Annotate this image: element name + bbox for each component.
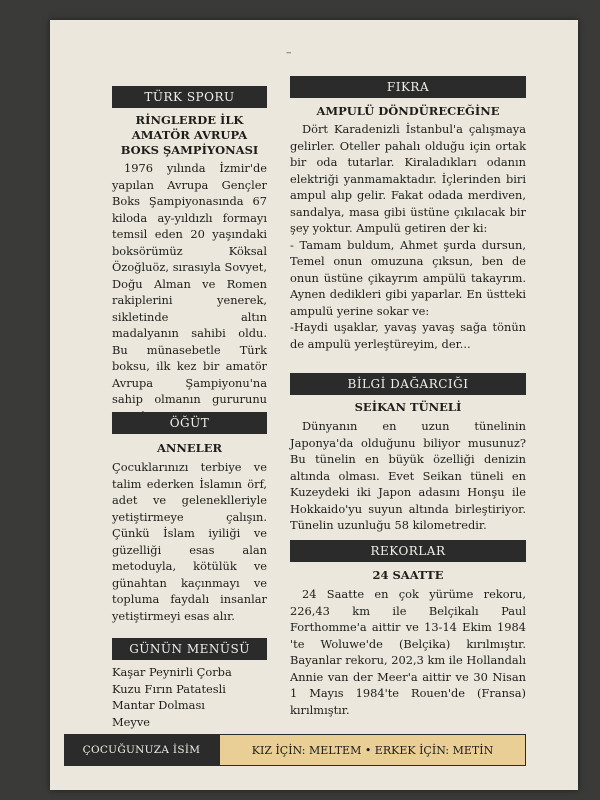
fikra-text: Dört Karadenizli İstanbul'a çalışmaya gelirler. Oteller pahalı olduğu için ortak bir oda tutarlar. Kiraladıkları odanın elektriği yanmamaktadır. İçlerinden biri ampul alıp gelir. Fakat odada merdiven, sandalya, masa gibi üstüne çıkılacak bir şey yoktur. Ampulü getiren der ki: - Tamam buldum, Ahmet şurda dursun, Temel onun omuzuna çıksun, ben de onun üstüne çikayrım ampülü takayrım. Aynen dedikleri gibi yaparlar. En üstteki ampulü yerine sokar ve: -Haydi uşaklar, yavaş yavaş sağa tönün de ampulü yerleştüreyim, der...	[290, 122, 526, 351]
baby-name-box	[64, 734, 526, 766]
bilgi-text: Dünyanın en uzun tünelinin Japonya'da olduğunu biliyor musunuz? Bu tünelin en büyük özelliği denizin altında olması. Evet Seikan tüneli en Kuzeydeki iki Japon adasını Honşu ile Hokkaido'yu suyun altında birleştiriyor. Tünelin uzunluğu 58 kilometredir.	[290, 419, 526, 532]
baby-name-label: ÇOCUĞUNUZA İSİM	[64, 734, 219, 766]
ogut-header: ÖĞÜT	[112, 412, 267, 434]
rekorlar-text: 24 Saatte en çok yürüme rekoru, 226,43 km ile Belçikalı Paul Forthomme'a aittir ve 13-14 Ekim 1984 'te Woluwe'de (Belçika) kırılmıştır. Bayanlar rekoru, 202,3 km ile Hollandalı Annie van der Meer'a aittir ve 30 Nisan 1 Mayıs 1984'te Rouen'de (Fransa) kırılmıştır.	[290, 587, 526, 717]
turk-sporu-text: 1976 yılında İzmir'de yapılan Avrupa Gençler Boks Şampiyonasında 67 kiloda ay-yıldızlı formayı temsil eden 20 yaşındaki boksörümüz Köksal Özoğluöz, sırasıyla Sovyet, Doğu Alman ve Romen rakiplerini yenerek, sikletinde altın madalyanın sahibi oldu. Bu münasebetle Türk boksu, ilk kez bir amatör Avrupa Şampiyonu'na sahip olmanın gururunu	[112, 161, 267, 406]
turk-sporu-title: RİNGLERDE İLK AMATÖR AVRUPA BOKS ŞAMPİYONASI	[120, 113, 259, 157]
baby-name-value: KIZ İÇİN: MELTEM • ERKEK İÇİN: METİN	[219, 734, 526, 766]
separator-dash: –	[286, 46, 292, 59]
rekorlar-title: 24 SAATTE	[372, 568, 444, 582]
rekorlar-header: REKORLAR	[290, 540, 526, 562]
menu-list	[112, 664, 267, 730]
bilgi-title: SEİKAN TÜNELİ	[354, 400, 462, 414]
fikra-title: AMPULÜ DÖNDÜRECEĞİNE	[316, 104, 500, 118]
fikra-header: FIKRA	[290, 76, 526, 98]
menu-item: Kuzu Fırın Patatesli	[112, 681, 226, 696]
menu-header: GÜNÜN MENÜSÜ	[112, 638, 267, 660]
turk-sporu-header: TÜRK SPORU	[112, 86, 267, 108]
menu-item: Meyve	[112, 714, 151, 729]
menu-item: Mantar Dolması	[112, 698, 205, 712]
ogut-title: ANNELER	[156, 441, 223, 455]
bilgi-header: BİLGİ DAĞARCIĞI	[290, 373, 526, 395]
menu-item: Kaşar Peynirli Çorba	[112, 665, 232, 679]
ogut-text: Çocuklarınızı terbiye ve talim ederken İslamın örf, adet ve geleneklleriyle yetiştirmeye çalışın. Çünkü İslam iyiliği ve güzelliği esas alan metoduyla, kötülük ve günahtan kaçınmayı ve topluma faydalı insanlar yetiştirmeyi esas alır.	[112, 460, 267, 623]
